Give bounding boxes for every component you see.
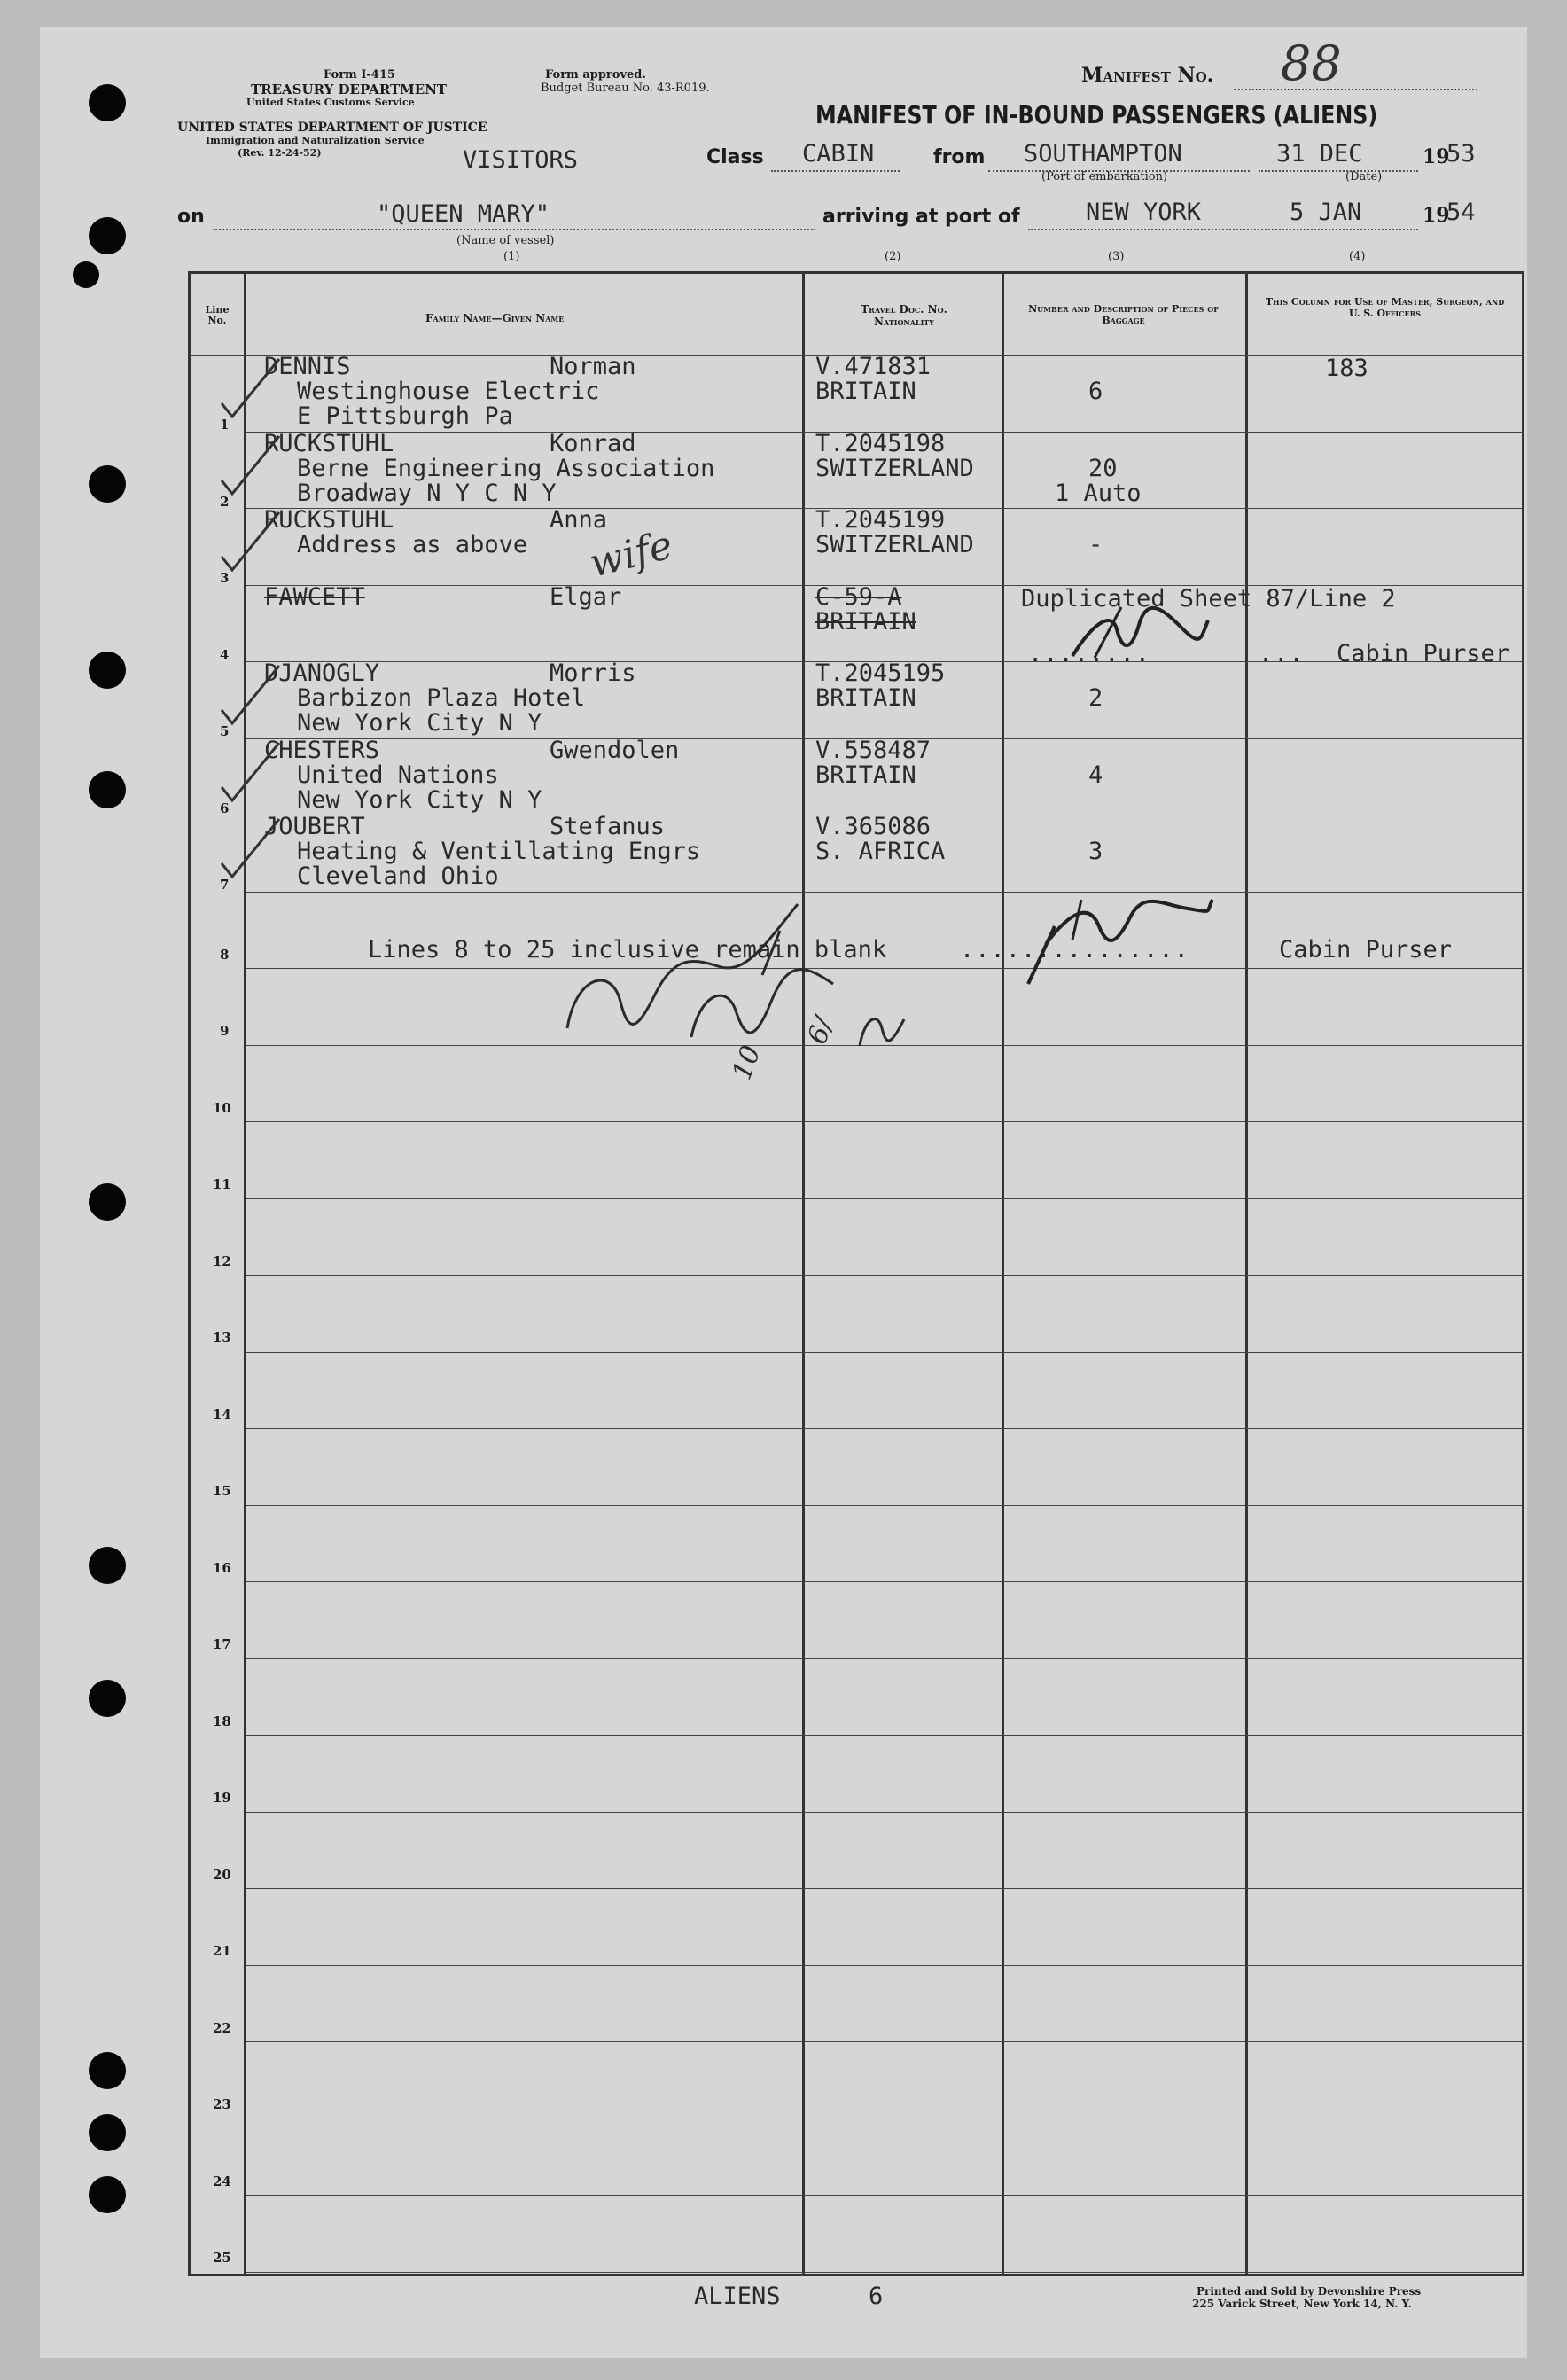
from-label: from <box>933 146 986 168</box>
line-number: 1 <box>220 417 230 433</box>
wife-annotation: wife <box>585 522 677 587</box>
line-number: 4 <box>220 646 230 663</box>
check-mark <box>213 819 284 881</box>
row-divider <box>246 1428 1523 1429</box>
arrival-year: 54 <box>1446 199 1476 226</box>
manifest-number: 88 <box>1281 35 1342 91</box>
col-header-baggage: Number and Description of Pieces of Baggage <box>1028 303 1219 326</box>
row-divider <box>246 1505 1523 1506</box>
address-line-2: E Pittsburgh Pa <box>297 402 513 430</box>
family-name: DENNIS <box>264 353 351 380</box>
year-prefix: 19 <box>1423 145 1450 168</box>
nationality: BRITAIN <box>815 684 916 712</box>
vessel-name: "QUEEN MARY" <box>377 200 550 228</box>
punch-hole <box>89 1680 126 1717</box>
line-number: 11 <box>213 1176 231 1192</box>
line-number: 22 <box>213 2019 231 2036</box>
line-number: 6 <box>220 800 230 816</box>
line-number: 14 <box>213 1406 231 1423</box>
line-number: 8 <box>220 946 230 963</box>
line-number: 5 <box>220 723 230 739</box>
line-number: 10 <box>213 1099 231 1116</box>
line-number: 3 <box>220 570 230 586</box>
col-marker-2: (2) <box>885 250 901 263</box>
travel-doc-number: V.471831 <box>815 353 932 380</box>
class-value: CABIN <box>802 140 875 168</box>
aliens-label: ALIENS <box>694 2282 781 2310</box>
line-number: 20 <box>213 1866 231 1883</box>
vessel-caption: (Name of vessel) <box>456 234 555 247</box>
given-name: Gwendolen <box>550 736 680 764</box>
line-number: 15 <box>213 1483 231 1499</box>
punch-hole <box>89 2176 126 2213</box>
baggage-extra: 1 Auto <box>1055 479 1142 507</box>
row-divider <box>246 1735 1523 1736</box>
svg-text:10: 10 <box>726 1041 768 1084</box>
line-number: 25 <box>213 2250 231 2266</box>
line-number: 17 <box>213 1636 231 1652</box>
aliens-count: 6 <box>869 2282 884 2310</box>
row-divider <box>246 1581 1523 1582</box>
row-divider <box>246 1121 1523 1122</box>
row-divider <box>246 1198 1523 1199</box>
travel-doc-number: T.2045199 <box>815 506 946 534</box>
travel-doc-number: T.2045198 <box>815 429 946 457</box>
travel-doc-number: V.365086 <box>815 813 932 840</box>
baggage-count: 4 <box>1088 761 1103 789</box>
check-mark <box>213 359 284 421</box>
form-approved: Form approved. <box>545 68 646 82</box>
justice-dept: UNITED STATES DEPARTMENT OF JUSTICE <box>177 121 487 135</box>
family-name: RUCKSTUHL <box>264 506 394 534</box>
row-divider <box>246 2272 1523 2273</box>
family-name: CHESTERS <box>264 736 380 764</box>
customs-service: United States Customs Service <box>246 97 415 108</box>
revision-date: (Rev. 12-24-52) <box>238 147 322 159</box>
line-number: 12 <box>213 1252 231 1269</box>
embarkation-caption: (Port of embarkation) <box>1041 170 1168 183</box>
punch-hole <box>89 217 126 254</box>
arrival-date: 5 JAN <box>1290 199 1362 226</box>
blank-lines-note: Lines 8 to 25 inclusive remain blank <box>368 936 887 964</box>
visitors-stamp: VISITORS <box>463 146 579 174</box>
baggage-count: - <box>1088 531 1103 558</box>
col-marker-1: (1) <box>503 250 520 263</box>
line-number: 19 <box>213 1790 231 1806</box>
address-line-1: Barbizon Plaza Hotel <box>297 684 586 712</box>
baggage-count: 20 <box>1088 454 1118 482</box>
col-header-officers: This Column for Use of Master, Surgeon, and U. S. Officers <box>1265 296 1505 319</box>
purser-signature-2 <box>1019 891 1214 988</box>
departure-year: 53 <box>1446 140 1476 168</box>
travel-doc-number: C-59-A <box>815 582 902 611</box>
family-name: FAWCETT <box>264 582 365 611</box>
address-line-1: United Nations <box>297 761 499 789</box>
officer-signature <box>558 869 931 1090</box>
line-number: 18 <box>213 1713 231 1729</box>
baggage-count: 3 <box>1088 838 1103 865</box>
purser-signature <box>1068 603 1210 674</box>
row-divider <box>246 2041 1523 2042</box>
col-header-line: Line No. <box>205 304 230 326</box>
given-name: Anna <box>550 506 608 534</box>
address-line-1: Westinghouse Electric <box>297 378 600 405</box>
col-header-doc: Travel Doc. No. Nationality <box>861 303 947 328</box>
nationality: BRITAIN <box>815 607 916 636</box>
address-line-2: Cleveland Ohio <box>297 862 499 890</box>
punch-hole <box>89 465 126 503</box>
arriving-label: arriving at port of <box>822 206 1020 228</box>
on-label: on <box>177 206 205 228</box>
line-number: 21 <box>213 1943 231 1959</box>
date-caption: (Date) <box>1345 170 1383 183</box>
punch-hole <box>89 1547 126 1584</box>
port-of-embarkation: SOUTHAMPTON <box>1024 140 1182 168</box>
check-mark <box>213 436 284 498</box>
baggage-count: 2 <box>1088 684 1103 712</box>
punch-hole <box>89 2114 126 2151</box>
punch-hole <box>73 261 99 288</box>
line-number: 7 <box>220 877 230 893</box>
baggage-count: 6 <box>1088 378 1103 405</box>
check-mark <box>213 512 284 574</box>
line-number: 13 <box>213 1330 231 1346</box>
duplicated-note: Duplicated Sheet 87/Line 2 <box>1021 585 1396 613</box>
line-number: 2 <box>220 493 230 510</box>
row-divider <box>246 1658 1523 1659</box>
address-line-1: Berne Engineering Association <box>297 454 715 482</box>
address-line-2: New York City N Y <box>297 785 542 814</box>
address-line-1: Address as above <box>297 531 528 558</box>
cabin-purser-label-2: Cabin Purser <box>1279 936 1453 964</box>
punch-hole <box>89 771 126 808</box>
family-name: RUCKSTUHL <box>264 429 394 457</box>
address-line-1: Heating & Ventillating Engrs <box>297 838 701 865</box>
row-divider <box>246 1965 1523 1966</box>
line-number: 16 <box>213 1559 231 1576</box>
col-header-name: Family Name—Given Name <box>425 312 565 324</box>
printer-line-1: Printed and Sold by Devonshire Press <box>1197 2285 1422 2298</box>
punch-hole <box>89 652 126 689</box>
given-name: Stefanus <box>550 813 666 840</box>
family-name: JOUBERT <box>264 813 365 840</box>
class-label: Class <box>706 146 764 168</box>
travel-doc-number: V.558487 <box>815 736 932 764</box>
travel-doc-number: T.2045195 <box>815 659 946 687</box>
form-number: Form I-415 <box>324 68 395 82</box>
punch-hole <box>89 2052 126 2089</box>
row-divider <box>246 2195 1523 2196</box>
address-line-2: Broadway N Y C N Y <box>297 479 557 507</box>
col-marker-4: (4) <box>1349 250 1366 263</box>
check-mark <box>213 743 284 805</box>
treasury-dept: TREASURY DEPARTMENT <box>251 82 448 98</box>
row-divider <box>246 1275 1523 1276</box>
nationality: BRITAIN <box>815 378 916 405</box>
given-name: Elgar <box>550 582 622 611</box>
svg-text:6/: 6/ <box>801 1013 840 1049</box>
family-name: DJANOGLY <box>264 659 380 687</box>
nationality: SWITZERLAND <box>815 531 974 558</box>
given-name: Konrad <box>550 429 636 457</box>
departure-date: 31 DEC <box>1276 140 1363 168</box>
row-divider <box>246 1812 1523 1813</box>
page-title: MANIFEST OF IN-BOUND PASSENGERS (ALIENS) <box>815 100 1378 129</box>
officer-note: 183 <box>1325 355 1368 382</box>
nationality: SWITZERLAND <box>815 454 974 482</box>
punch-hole <box>89 84 126 121</box>
line-number: 24 <box>213 2173 231 2189</box>
nationality: S. AFRICA <box>815 838 946 865</box>
punch-hole <box>89 1183 126 1221</box>
arrival-year-prefix: 19 <box>1423 204 1450 227</box>
given-name: Norman <box>550 353 636 380</box>
given-name: Morris <box>550 659 636 687</box>
check-mark <box>213 666 284 728</box>
table-border <box>188 271 1524 2276</box>
printer-line-2: 225 Varick Street, New York 14, N. Y. <box>1192 2298 1412 2310</box>
address-line-2: New York City N Y <box>297 709 542 737</box>
cabin-purser-label: Cabin Purser <box>1337 640 1510 667</box>
budget-bureau: Budget Bureau No. 43-R019. <box>541 82 710 95</box>
row-divider <box>246 1888 1523 1889</box>
arrival-port: NEW YORK <box>1086 199 1202 226</box>
row-divider <box>246 1352 1523 1353</box>
line-number: 23 <box>213 2096 231 2112</box>
line-number: 9 <box>220 1023 230 1039</box>
manifest-label: Manifest No. <box>1081 64 1214 87</box>
immigration-service: Immigration and Naturalization Service <box>206 135 425 146</box>
col-marker-3: (3) <box>1108 250 1125 263</box>
nationality: BRITAIN <box>815 761 916 789</box>
